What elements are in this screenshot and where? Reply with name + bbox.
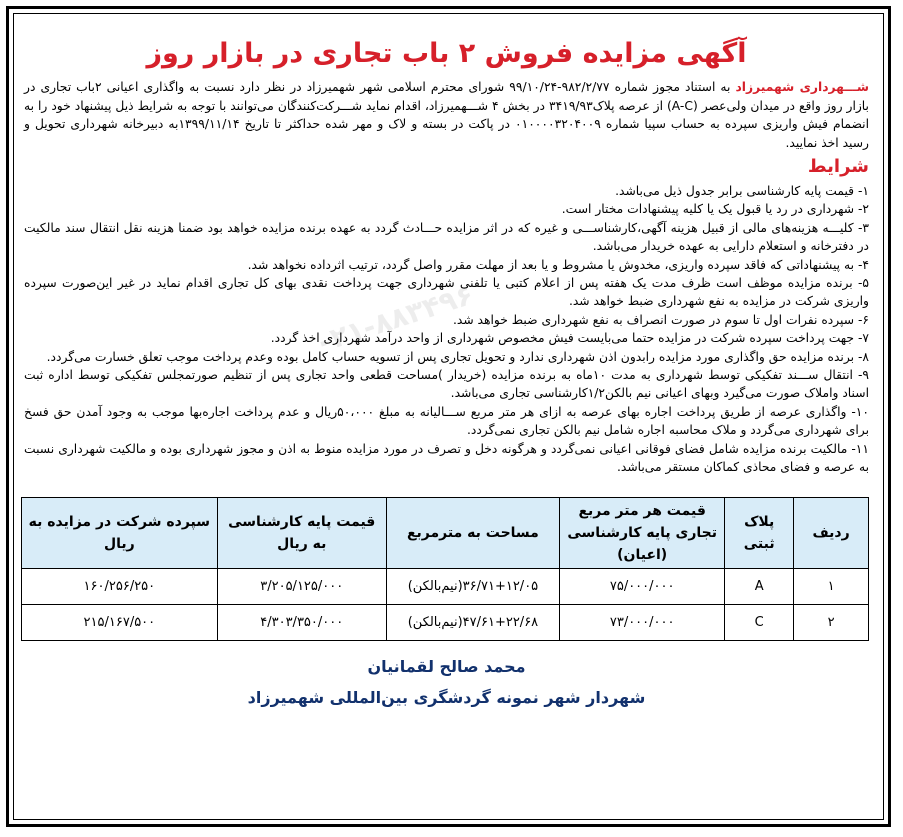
condition-item: ۱۰- واگذاری عرصه از طریق پرداخت اجاره بهای عرصه به ازای هر متر مربع ســـالیانه به مبلغ ۵۰،۰۰۰ریال و عدم پرداخت اجاره‌بها موجب به وجود آمدن حق فسخ برای شهرداری می‌گردد و ملاک محاسبه اجاره شامل نیم بالکن تجاری نمی‌گردد. xyxy=(24,404,869,438)
price-table xyxy=(21,497,869,641)
cell-radif: ۲ xyxy=(794,604,869,640)
cell-area: ۳۶/۷۱+۱۲/۰۵(نیم‌بالکن) xyxy=(386,568,559,604)
header-base-price: قیمت پایه کارشناسی به ریال xyxy=(217,497,386,568)
notice-content xyxy=(24,34,869,713)
signatory-name: محمد صالح لقمانیان xyxy=(367,656,526,676)
table-row xyxy=(22,604,869,640)
cell-deposit: ۲۱۵/۱۶۷/۵۰۰ xyxy=(22,604,218,640)
condition-item: ۳- کلیـــه هزینه‌های مالی از قبیل هزینه آگهی،کارشناســـی و غیره که در اثر مزایده حـــادث گردد به عهده برنده مزایده خواهد بود ضمنا هزینه نقل انتقال سند مالکیت در دفترخانه و استعلام دارایی به عهده خریدار می‌باشد. xyxy=(24,220,869,254)
condition-item: ۶- سپرده نفرات اول تا سوم در صورت انصراف به نفع شهرداری ضبط خواهد شد. xyxy=(452,312,869,327)
signatory-position: شهردار شهر نمونه گردشگری بین‌المللی شهمیرزاد xyxy=(247,687,646,707)
cell-base-price: ۴/۳۰۳/۳۵۰/۰۰۰ xyxy=(217,604,386,640)
watermark: ۰۲۱-۸۸۳۴۹۶ xyxy=(309,277,478,361)
cell-price-per-m2: ۷۵/۰۰۰/۰۰۰ xyxy=(560,568,725,604)
condition-item: ۵- برنده مزایده موظف است ظرف مدت یک هفته پس از اعلام کتبی یا تلفنی شهرداری جهت پرداخت نقدی بهای کل تجاری اقدام نماید در غیر این‌صورت سپرده واریزی شرکت در مزایده به نفع شهرداری ضبط خواهد شد. xyxy=(24,276,869,309)
cell-radif: ۱ xyxy=(794,568,869,604)
condition-item: ۸- برنده مزایده حق واگذاری مورد مزایده رابدون اذن شهرداری ندارد و تحویل تجاری پس از تسویه حساب کامل بوده وعدم پرداخت موجب تعلق خسارت می‌گردد. xyxy=(46,349,869,364)
table-row xyxy=(22,568,869,604)
municipality-name: شـــهرداری شهمیرزاد xyxy=(735,80,869,94)
cell-area: ۴۷/۶۱+۲۲/۶۸(نیم‌بالکن) xyxy=(386,604,559,640)
header-plak: پلاک ثبتی xyxy=(725,497,794,568)
table-header-row xyxy=(22,497,869,568)
cell-base-price: ۳/۲۰۵/۱۲۵/۰۰۰ xyxy=(217,568,386,604)
intro-text: به استناد مجوز شماره ۹۸۲/۲/۷۷-۹۹/۱۰/۲۴ شورای محترم اسلامی شهر شهمیرزاد در نظر دارد نسبت به واگذاری اعیانی ۲باب تجاری در بازار روز واقع در میدان ولی‌عصر (A-C) از عرصه پلاک۳۴۱۹/۹۳ در بخش ۴ شـــهمیرزاد، اقدام نماید شـــرکت‌کنندگان می‌توانند با توجه به شرایط ذیل پیشنهاد خود را به انضمام فیش واریزی سپرده به حساب سپیا شماره ۰۱۰۰۰۰۳۲۰۴۰۰۹ در پاکت در بسته و لاک و مهر شده حداکثر تا تاریخ ۱۳۹۹/۱۱/۱۴به دبیرخانه شهرداری تحویل و رسید اخذ نمایید. xyxy=(24,80,869,150)
cell-plak: C xyxy=(725,604,794,640)
condition-item: ۴- به پیشنهاداتی که فاقد سپرده واریزی، مخدوش یا مشروط و یا بعد از مهلت مقرر واصل گردد، ترتیب اثرداده نخواهد شد. xyxy=(247,257,869,272)
cell-plak: A xyxy=(725,568,794,604)
signature-block xyxy=(24,651,869,713)
header-radif: ردیف xyxy=(794,497,869,568)
header-price-per-m2: قیمت هر متر مربع تجاری پایه کارشناسی (اعیان) xyxy=(560,497,725,568)
condition-item: ۲- شهرداری در رد یا قبول یک یا کلیه پیشنهادات مختار است. xyxy=(561,202,869,217)
condition-item: ۱- قیمت پایه کارشناسی برابر جدول ذیل می‌باشد. xyxy=(615,184,869,198)
condition-item: ۱۱- مالکیت برنده مزایده شامل فضای فوقانی اعیانی نمی‌گردد و هرگونه دخل و تصرف در مورد مزایده منوط به اذن و مجوز شهرداری بوده و مالکیت شهرداری نسبت به عرصه و فضای محاذی کماکان مستقر می‌باشد. xyxy=(24,441,869,475)
intro-paragraph xyxy=(24,78,869,152)
header-deposit: سپرده شرکت در مزایده به ریال xyxy=(22,497,218,568)
condition-item: ۹- انتقال ســـند تفکیکی توسط شهرداری به مدت ۱۰ماه به برنده مزایده (خریدار )مساحت قطعی واحد تجاری پس از تنظیم صورتمجلس تفکیکی توسط اداره ثبت اسناد واملاک صورت می‌گیرد وبهای اعیانی نیم بالکن۱/۲کارشناسی تجاری می‌باشد. xyxy=(24,368,870,401)
header-area: مساحت به مترمربع xyxy=(386,497,559,568)
cell-deposit: ۱۶۰/۲۵۶/۲۵۰ xyxy=(22,568,218,604)
cell-price-per-m2: ۷۳/۰۰۰/۰۰۰ xyxy=(560,604,725,640)
condition-item: ۷- جهت پرداخت سپرده شرکت در مزایده حتما می‌بایست فیش مخصوص شهرداری از واحد درآمد شهرداری اخذ گردد. xyxy=(270,331,869,346)
notice-title: آگهی مزایده فروش ۲ باب تجاری در بازار روز xyxy=(146,38,747,69)
conditions-title: شرایط xyxy=(807,156,869,177)
conditions-list xyxy=(24,182,869,477)
